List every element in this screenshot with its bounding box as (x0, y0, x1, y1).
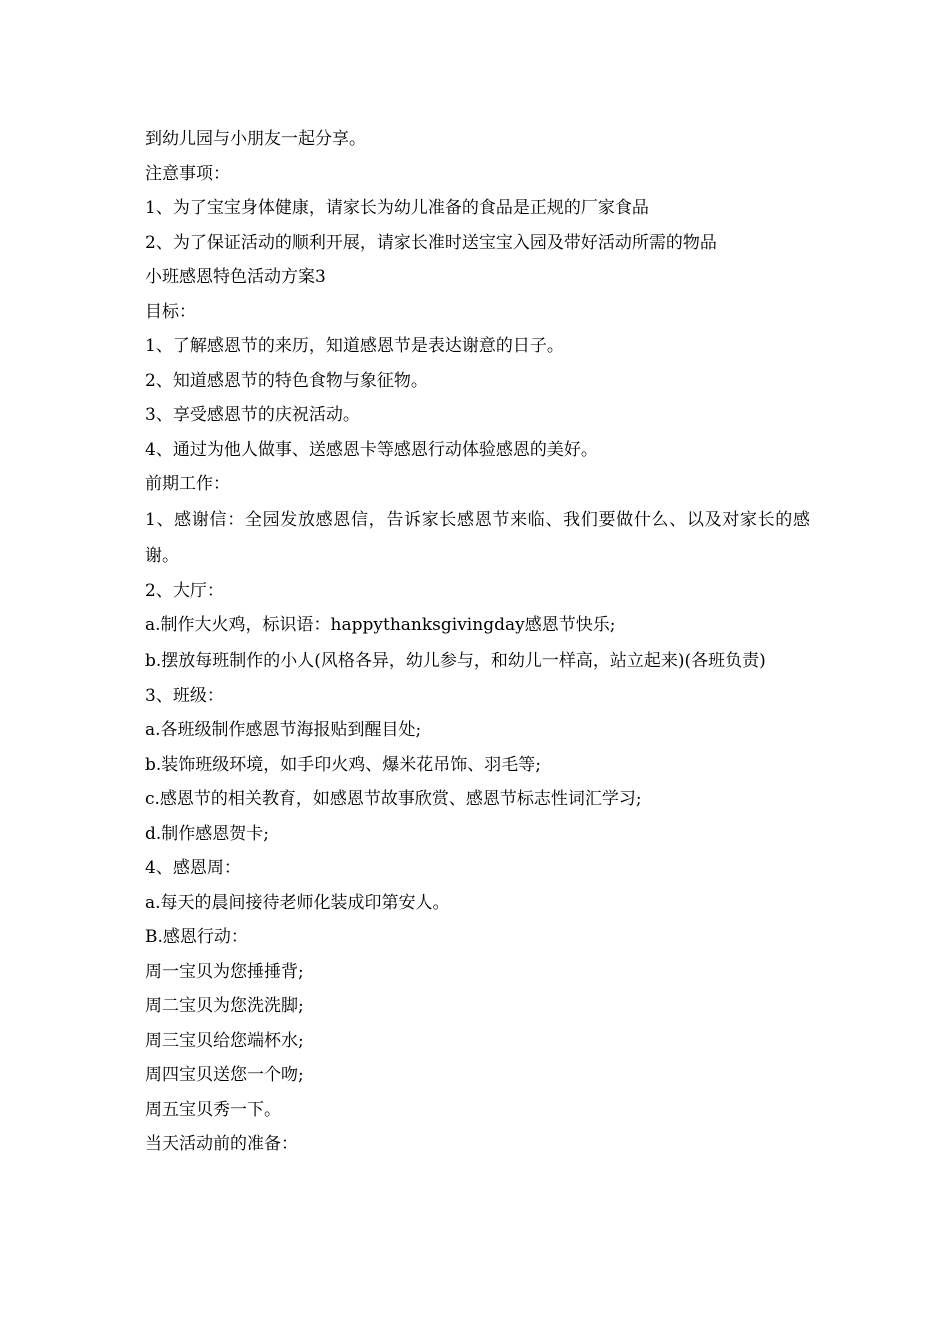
list-item: 周五宝贝秀一下。 (145, 1099, 281, 1120)
list-item: 周三宝贝给您端杯水; (145, 1030, 304, 1051)
document-title: 小班感恩特色活动方案3 (145, 267, 326, 287)
list-item: B.感恩行动： (145, 927, 248, 947)
list-item: b.装饰班级环境，如手印火鸡、爆米花吊饰、羽毛等; (145, 754, 542, 775)
list-item: 2、知道感恩节的特色食物与象征物。 (145, 370, 428, 391)
list-item: 3、班级： (145, 685, 224, 706)
list-item: 周二宝贝为您洗洗脚; (145, 996, 304, 1016)
list-item: 3、享受感恩节的庆祝活动。 (145, 405, 360, 425)
text-line: 2、为了保证活动的顺利开展，请家长准时送宝宝入园及带好活动所需的物品 (145, 232, 717, 253)
list-item: d.制作感恩贺卡; (145, 823, 270, 844)
list-item: 4、通过为他人做事、送感恩卡等感恩行动体验感恩的美好。 (145, 439, 598, 460)
list-item: 4、感恩周： (145, 858, 241, 878)
list-item: 1、了解感恩节的来历，知道感恩节是表达谢意的日子。 (145, 336, 564, 356)
list-item: 1、感谢信：全园发放感恩信，告诉家长感恩节来临、我们要做什么、以及对家长的感谢。 (145, 509, 810, 566)
section-heading: 当天活动前的准备： (145, 1134, 298, 1154)
list-item: c.感恩节的相关教育，如感恩节故事欣赏、感恩节标志性词汇学习; (145, 789, 642, 809)
section-heading: 目标： (145, 301, 196, 322)
list-item: a.制作大火鸡，标识语：happythanksgivingday感恩节快乐; (145, 615, 616, 635)
list-item: 周一宝贝为您捶捶背; (145, 961, 304, 982)
list-item: a.每天的晨间接待老师化装成印第安人。 (145, 892, 450, 913)
list-item: 周四宝贝送您一个吻; (145, 1065, 304, 1085)
section-heading: 注意事项： (145, 163, 230, 184)
list-item: b.摆放每班制作的小人(风格各异，幼儿参与，和幼儿一样高，站立起来)(各班负责) (145, 650, 766, 671)
list-item: 2、大厅： (145, 580, 224, 601)
section-heading: 前期工作： (145, 474, 230, 494)
list-item: a.各班级制作感恩节海报贴到醒目处; (145, 720, 422, 740)
document-body (145, 122, 810, 1162)
text-line: 到幼儿园与小朋友一起分享。 (145, 129, 366, 149)
text-line: 1、为了宝宝身体健康，请家长为幼儿准备的食品是正规的厂家食品 (145, 198, 649, 218)
